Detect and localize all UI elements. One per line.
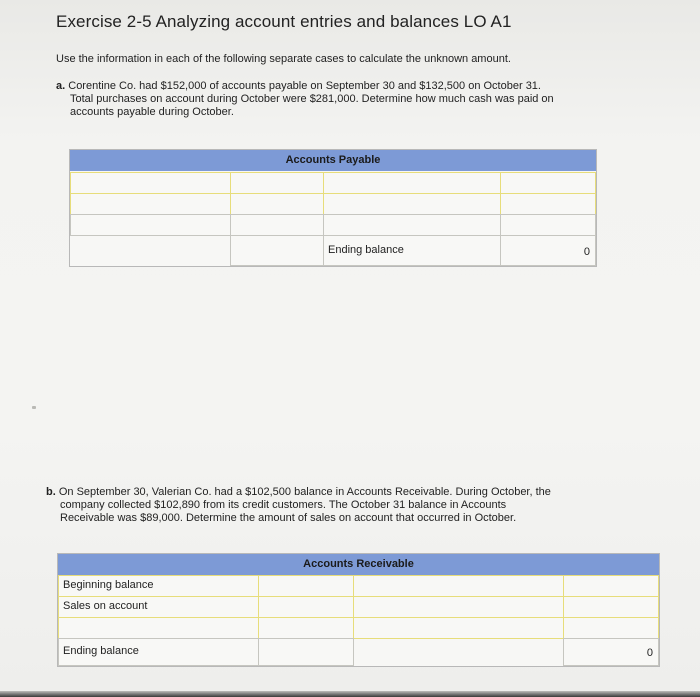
ap-right-label-input-3[interactable] [323, 214, 501, 236]
question-b-line3: Receivable was $89,000. Determine the amount of sales on account that occurred in October. [60, 512, 517, 524]
question-a-line2: Total purchases on account during October were $281,000. Determine how much cash was paid on [70, 93, 554, 105]
ar-left-label-input-3[interactable] [58, 617, 259, 639]
ar-right-label-input-1[interactable] [353, 575, 564, 597]
screen-bottom-edge [0, 691, 700, 697]
ar-right-label-input-3[interactable] [353, 617, 564, 639]
question-a-line1: Corentine Co. had $152,000 of accounts payable on September 30 and $132,500 on October 31. [68, 80, 541, 92]
ap-right-amount-input-2[interactable] [500, 193, 596, 215]
ar-ending-balance-value: 0 [646, 647, 653, 659]
accounts-receivable-table [57, 553, 660, 667]
ar-sales-on-account-label: Sales on account [63, 600, 148, 612]
ar-right-ending-value-cell[interactable] [563, 638, 659, 666]
question-b-label: b. [46, 486, 56, 498]
ar-right-amount-input-3[interactable] [563, 617, 659, 639]
ar-ending-balance-label-cell [58, 638, 259, 666]
ar-left-amount-input-3[interactable] [258, 617, 354, 639]
ap-left-label-input-1[interactable] [70, 172, 231, 194]
ap-ending-balance-value: 0 [583, 246, 590, 258]
question-b-line1: On September 30, Valerian Co. had a $102,500 balance in Accounts Receivable. During October, the [58, 486, 551, 498]
ar-ending-balance-value-cell[interactable] [258, 638, 354, 666]
ap-right-label-input-2[interactable] [323, 193, 501, 215]
ap-right-label-input-1[interactable] [323, 172, 501, 194]
ar-right-amount-input-1[interactable] [563, 575, 659, 597]
ap-left-amount-ending[interactable] [230, 235, 324, 266]
ap-right-amount-input-1[interactable] [500, 172, 596, 194]
instructions: Use the information in each of the following separate cases to calculate the unknown amount. [56, 53, 511, 65]
ap-left-label-input-3[interactable] [70, 214, 231, 236]
ar-right-blank-ending [353, 638, 564, 666]
accounts-receivable-header: Accounts Receivable [58, 554, 659, 575]
ar-right-label-input-2[interactable] [353, 596, 564, 618]
question-a-label: a. [56, 80, 66, 92]
question-a-line3: accounts payable during October. [70, 106, 234, 118]
ar-ending-balance-label: Ending balance [63, 645, 139, 657]
ap-ending-balance-label: Ending balance [328, 244, 404, 256]
ap-right-amount-input-3[interactable] [500, 214, 596, 236]
ar-right-amount-input-2[interactable] [563, 596, 659, 618]
ap-ending-balance-value-cell[interactable] [500, 235, 596, 266]
ar-sales-on-account-label-cell[interactable] [58, 596, 259, 618]
question-a [56, 80, 616, 119]
ar-left-amount-input-1[interactable] [258, 575, 354, 597]
ar-beginning-balance-label: Beginning balance [63, 579, 154, 591]
question-b-line2: company collected $102,890 from its credit customers. The October 31 balance in Accounts [60, 499, 507, 511]
accounts-payable-header: Accounts Payable [70, 150, 596, 171]
ap-left-label-input-2[interactable] [70, 193, 231, 215]
ap-left-amount-input-3[interactable] [230, 214, 324, 236]
cursor-mark [32, 406, 36, 409]
page-title: Exercise 2-5 Analyzing account entries and balances LO A1 [56, 12, 512, 31]
question-b [46, 486, 626, 525]
ap-left-amount-input-1[interactable] [230, 172, 324, 194]
ap-ending-balance-label-cell [323, 235, 501, 266]
accounts-payable-table [69, 149, 597, 267]
ar-left-amount-input-2[interactable] [258, 596, 354, 618]
ar-beginning-balance-label-cell[interactable] [58, 575, 259, 597]
ap-left-blank-ending [70, 235, 231, 266]
ap-left-amount-input-2[interactable] [230, 193, 324, 215]
